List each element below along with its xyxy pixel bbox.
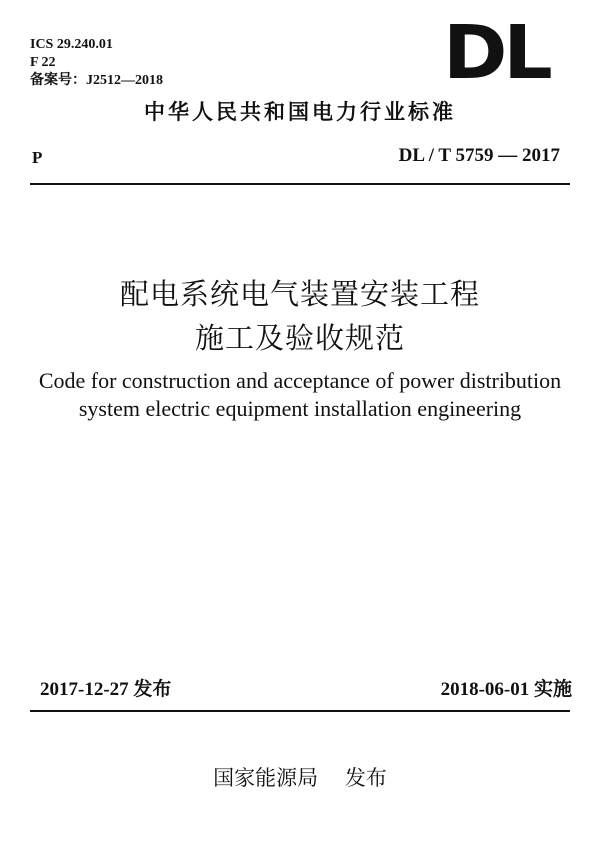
record-number: 备案号：J2512—2018 <box>30 73 163 88</box>
title-english-line2: system electric equipment installation engineering <box>78 396 522 421</box>
issue-date: 2017-12-27 发布 <box>40 679 172 700</box>
category-letter: P <box>32 148 43 167</box>
bottom-divider <box>30 710 570 712</box>
standard-type: 中华人民共和国电力行业标准 <box>144 100 456 124</box>
ics-code: ICS 29.240.01 <box>30 37 113 52</box>
dl-logo: DL <box>443 10 549 96</box>
title-english-line1: Code for construction and acceptance of power distribution <box>38 368 562 393</box>
title-chinese-line2: 施工及验收规范 <box>194 321 405 355</box>
issuing-authority: 国家能源局 发布 <box>213 766 387 790</box>
top-divider <box>30 183 570 185</box>
title-chinese-line1: 配电系统电气装置安装工程 <box>119 277 480 311</box>
implementation-date: 2018-06-01 实施 <box>440 679 572 700</box>
classification-code: F 22 <box>30 55 56 70</box>
standard-number: DL / T 5759 — 2017 <box>398 145 560 166</box>
